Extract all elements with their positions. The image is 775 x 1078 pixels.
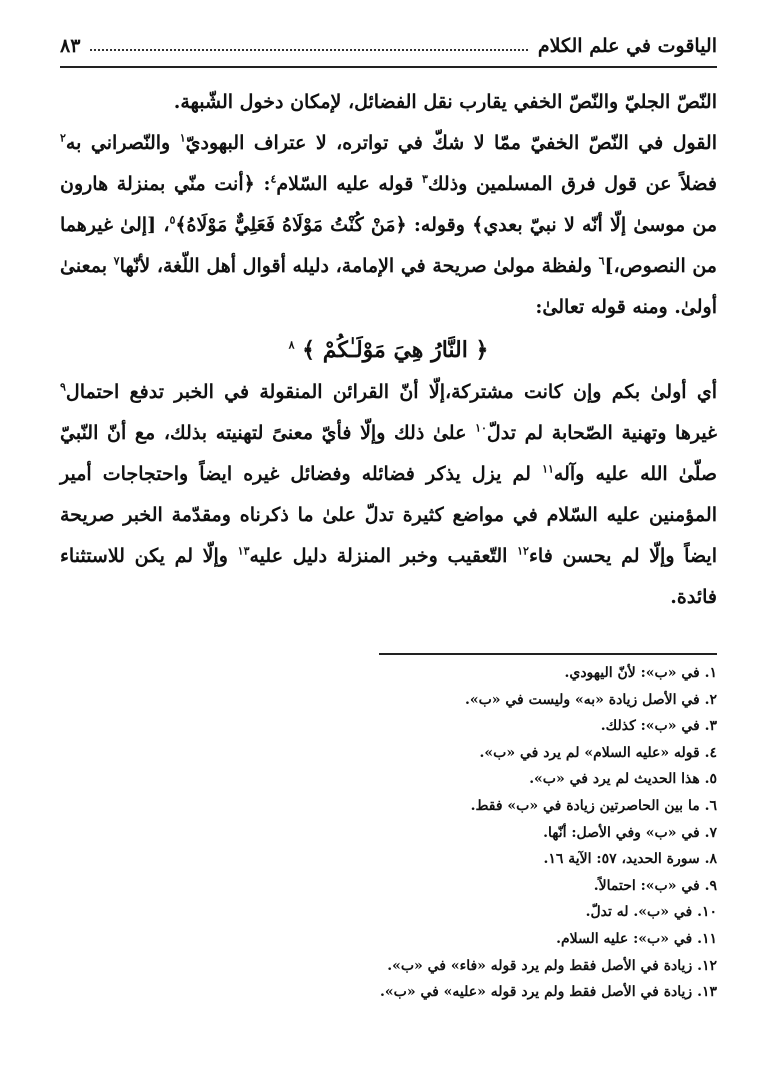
footnote-8: ٨. سورة الحديد، ٥٧: الآية ١٦. [543, 851, 717, 868]
page-number: ٨٣ [60, 35, 81, 57]
p3-text-b: غيرها وتهنية الصّحابة لم تدلّ [486, 422, 717, 444]
p3-text-d: لم يزل يذكر فضائله وفضائل غيره ايضاً واحتجاجات أمير المؤمنين عليه السّلام في مواضع كثيرة تدلّ علىٰ ما ذكرناه ومقدّمة الخبر صريحة ايضاً وإلّا لم يحسن فاء [60, 463, 718, 567]
footnote-11: ١١. في «ب»: عليه السلام. [556, 930, 717, 947]
footnote-2: ٢. في الأصل زيادة «به» وليست في «ب». [464, 691, 717, 708]
p2-text-h: بمعنىٰ أولىٰ. ومنه قوله تعالىٰ: [60, 255, 717, 318]
footnote-ref-6[interactable]: ٦ [598, 254, 605, 268]
footnote-12: ١٢. زيادة في الأصل فقط ولم يرد قوله «فاء» في «ب». [387, 957, 717, 974]
footnote-4: ٤. قوله «عليه السلام» لم يرد في «ب». [479, 744, 717, 761]
paragraph-1: النّصّ الجليّ والنّصّ الخفي يقارب نقل الفضائل، لإمكان دخول الشّبهة. [173, 91, 717, 113]
header-dot-leader [90, 49, 528, 51]
p2-text-b: والنّصراني به [65, 132, 180, 154]
main-text [60, 82, 717, 618]
footnote-10: ١٠. في «ب». له تدلّ. [585, 904, 717, 921]
footnote-5: ٥. هذا الحديث لم يرد في «ب». [529, 771, 717, 788]
footnote-ref-10[interactable]: ١٠ [475, 421, 487, 435]
footnote-ref-7[interactable]: ٧ [113, 254, 120, 268]
p2-text-g: ولفظة مولىٰ صريحة في الإمامة، دليله أقوال أهل اللّغة، لأنّها [119, 255, 599, 277]
footnotes [200, 660, 717, 1006]
paragraph-2 [60, 123, 717, 328]
p3-text-c: علىٰ ذلك وإلّا فأيّ معنىً لتهنيته بذلك، مع أنّ النّبيّ صلّىٰ الله عليه وآله [60, 422, 717, 485]
footnote-1: ١. في «ب»: لأنّ اليهودي. [564, 665, 717, 681]
p3-text-a: أي أولىٰ بكم وإن كانت مشتركة،إلّا أنّ القرائن المنقولة في الخبر تدفع احتمال [65, 381, 717, 403]
footnote-ref-11[interactable]: ١١ [542, 462, 554, 476]
footnote-3: ٣. في «ب»: كذلك. [600, 718, 717, 735]
verse-text: ﴿ النَّارُ هِيَ مَوْلَـٰكُمْ ﴾ [302, 337, 489, 363]
footnote-ref-3[interactable]: ٣ [422, 172, 428, 186]
footnote-separator [379, 653, 717, 655]
footnote-ref-12[interactable]: ١٢ [517, 544, 529, 558]
footnote-13: ١٣. زيادة في الأصل فقط ولم يرد قوله «عليه» في «ب». [380, 984, 717, 1001]
p3-text-f: وإلّا لم يكن للاستثناء فائدة. [60, 545, 717, 608]
footnote-ref-4[interactable]: ٤ [270, 172, 277, 186]
footnote-ref-2[interactable]: ٢ [60, 131, 66, 145]
footnote-6: ٦. ما بين الحاصرتين زيادة في «ب» فقط. [470, 797, 717, 814]
p3-text-e: التّعقيب وخبر المنزلة دليل عليه [249, 545, 518, 567]
p2-text-a: القول في النّصّ الخفيّ ممّا لا شكّ في تواتره، لا عتراف البهوديّ [185, 132, 718, 154]
running-header [60, 26, 717, 68]
footnote-ref-1[interactable]: ١ [179, 131, 186, 145]
quran-verse [60, 328, 717, 372]
footnote-ref-8[interactable]: ٨ [288, 338, 295, 352]
footnote-ref-5[interactable]: ٥ [169, 213, 176, 227]
header-title: الياقوت في علم الكلام [537, 35, 717, 57]
footnote-7: ٧. في «ب» وفي الأصل: أنّها. [543, 824, 717, 841]
p2-text-f: ، [إلىٰ غيرهما من النصوص،] [60, 214, 717, 277]
footnote-ref-13[interactable]: ١٣ [237, 544, 250, 558]
paragraph-3 [60, 372, 717, 618]
p2-text-d: قوله عليه السّلام [276, 173, 422, 195]
footnote-9: ٩. في «ب»: احتمالاً. [593, 877, 717, 894]
footnote-ref-9[interactable]: ٩ [60, 380, 66, 394]
p2-text-e: : ﴿أنت منّي بمنزلة هارون من موسىٰ إلّا أنّه لا نبيّ بعدي﴾ وقوله: ﴿مَنْ كُنْتُ مَوْلَاهُ فَعَلِيٌّ مَوْلَاهُ﴾ [60, 173, 718, 236]
p2-text-c: فضلاً عن قول فرق المسلمين وذلك [427, 173, 717, 195]
